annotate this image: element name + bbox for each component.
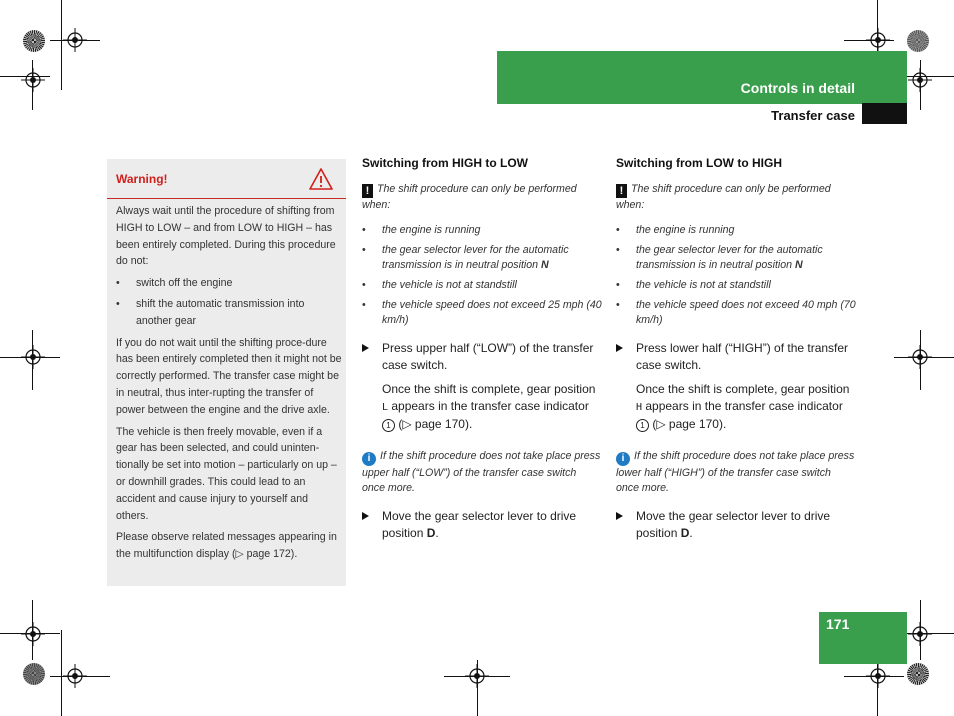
condition-item: • the engine is running [362, 223, 602, 238]
column-low-to-high [616, 156, 856, 549]
color-dial-icon [23, 663, 45, 685]
instruction-step: Move the gear selector lever to drive position D. [362, 508, 602, 542]
gear-indicator: H [636, 402, 643, 413]
registration-mark-icon [908, 68, 932, 92]
warning-paragraph: The vehicle is then freely movable, even if a gear has been selected, and could uninten-tionally be set into motion – particularly on up – or downhill grades. This could lead to an accident and cause injury to yourself and others. [116, 425, 337, 522]
condition-item: • the vehicle speed does not exceed 25 mph (40 km/h) [362, 298, 602, 328]
registration-mark-icon [908, 622, 932, 646]
warning-header [107, 159, 346, 198]
exclamation-icon: ! [362, 184, 373, 198]
exclamation-icon: ! [616, 184, 627, 198]
condition-item: • the gear selector lever for the automatic transmission is in neutral position N [616, 243, 856, 273]
page-number: 171 [826, 616, 850, 632]
warning-box [107, 159, 346, 586]
instruction-step: Move the gear selector lever to drive position D. [616, 508, 856, 542]
section-marker [862, 103, 907, 124]
warning-list-item: • shift the automatic transmission into another gear [116, 296, 342, 330]
instruction-step: Press upper half (“LOW”) of the transfer case switch. [362, 340, 602, 374]
info-note: i If the shift procedure does not take place press lower half (“HIGH”) of the transfer case switch once more. [616, 450, 855, 494]
column-heading: Switching from LOW to HIGH [616, 156, 782, 170]
condition-list [616, 223, 856, 328]
warning-title: Warning! [116, 172, 168, 186]
color-dial-icon [907, 663, 929, 685]
info-icon: i [616, 452, 630, 466]
arrow-right-icon [362, 512, 369, 520]
registration-mark-icon [63, 28, 87, 52]
column-high-to-low [362, 156, 602, 549]
warning-list-item: • switch off the engine [116, 275, 342, 292]
warning-list [116, 275, 342, 329]
warning-paragraph: If you do not wait until the shifting proce-dure has been entirely completed then it might not be correctly performed. The transfer case might be in neutral, thus inter-rupting the transfer of power between the engine and the drive axle. [116, 336, 342, 416]
step-result: Once the shift is complete, gear position L appears in the transfer case indicator 1 (▷ page 170). [382, 382, 596, 431]
caution-note: ! The shift procedure can only be performed when: [616, 183, 831, 211]
subsection-title: Transfer case [771, 108, 855, 123]
caution-note: ! The shift procedure can only be performed when: [362, 183, 577, 211]
registration-mark-icon [465, 664, 489, 688]
color-dial-icon [23, 30, 45, 52]
header-band [497, 51, 907, 104]
warning-body [116, 203, 342, 568]
registration-mark-icon [21, 622, 45, 646]
condition-item: • the gear selector lever for the automatic transmission is in neutral position N [362, 243, 602, 273]
arrow-right-icon [616, 344, 623, 352]
registration-mark-icon [21, 68, 45, 92]
registration-mark-icon [21, 345, 45, 369]
registration-mark-icon [908, 345, 932, 369]
info-note: i If the shift procedure does not take place press upper half (“LOW”) of the transfer case switch once more. [362, 450, 601, 494]
color-dial-icon [907, 30, 929, 52]
condition-item: • the engine is running [616, 223, 856, 238]
warning-divider [107, 198, 346, 199]
info-icon: i [362, 452, 376, 466]
arrow-right-icon [616, 512, 623, 520]
registration-mark-icon [866, 28, 890, 52]
gear-indicator: L [382, 402, 389, 413]
warning-paragraph: Please observe related messages appearing in the multifunction display (▷ page 172). [116, 531, 337, 561]
instruction-step: Press lower half (“HIGH”) of the transfer case switch. [616, 340, 856, 374]
warning-intro: Always wait until the procedure of shifting from HIGH to LOW – and from LOW to HIGH – has been entirely completed. During this procedure do not: [116, 205, 336, 268]
step-result: Once the shift is complete, gear position H appears in the transfer case indicator 1 (▷ page 170). [636, 382, 850, 431]
condition-item: • the vehicle is not at standstill [616, 278, 856, 293]
condition-item: • the vehicle is not at standstill [362, 278, 602, 293]
arrow-right-icon [362, 344, 369, 352]
column-heading: Switching from HIGH to LOW [362, 156, 528, 170]
registration-mark-icon [866, 664, 890, 688]
registration-mark-icon [63, 664, 87, 688]
condition-list [362, 223, 602, 328]
condition-item: • the vehicle speed does not exceed 40 mph (70 km/h) [616, 298, 856, 328]
section-title: Controls in detail [740, 80, 855, 96]
warning-triangle-icon [309, 168, 333, 190]
callout-number-icon: 1 [636, 419, 649, 432]
callout-number-icon: 1 [382, 419, 395, 432]
